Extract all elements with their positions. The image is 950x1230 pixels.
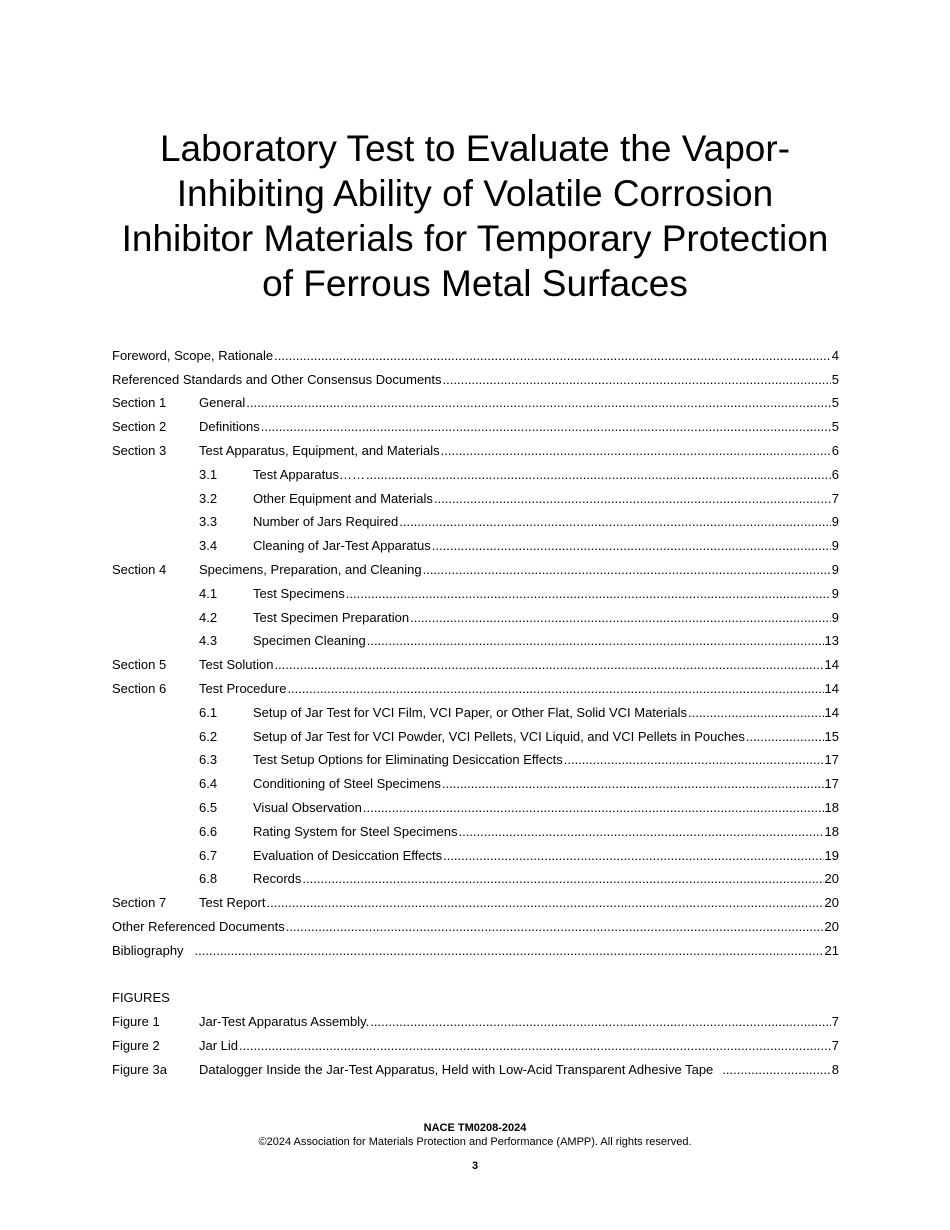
toc-page: 19 [824,847,839,863]
toc-leader [274,657,823,673]
toc-subsection-number: 3.1 [199,466,218,482]
toc-leader [441,443,831,459]
toc-entry-3-4[interactable] [112,530,839,554]
figure-page: 8 [831,1061,839,1077]
toc-page: 9 [831,538,839,554]
toc-subsection-number: 4.1 [199,585,218,601]
toc-label: Visual Observation [253,799,362,815]
toc-page: 14 [824,704,839,720]
document-title [100,126,850,306]
toc-subsection-number: 6.1 [199,704,218,720]
toc-leader [367,633,824,649]
toc-page: 20 [824,895,839,911]
toc-entry-section-7[interactable] [112,887,839,911]
toc-section-number: Section 7 [112,895,167,911]
toc-page: 4 [831,347,839,363]
toc-leader [722,1062,830,1078]
toc-leader [370,1014,830,1030]
toc-page: 13 [824,633,839,649]
toc-label: General [199,395,246,411]
toc-subsection-number: 6.5 [199,799,218,815]
toc-entry-3-3[interactable] [112,507,839,531]
toc-page: 18 [824,799,839,815]
toc-leader [746,729,824,745]
toc-leader [274,348,831,364]
toc-label: Setup of Jar Test for VCI Powder, VCI Pellets, VCI Liquid, and VCI Pellets in Pouches [253,728,745,744]
toc-label: Test Apparatus…… [253,466,365,482]
toc-entry-6-6[interactable] [112,816,839,840]
figure-label: Datalogger Inside the Jar-Test Apparatus, Held with Low-Acid Transparent Adhesive Tape [199,1061,714,1077]
copyright-notice: ©2024 Association for Materials Protection and Performance (AMPP). All rights reserved. [258,1136,692,1148]
figure-label: Jar Lid [199,1037,239,1053]
toc-leader [366,467,831,483]
toc-page: 9 [831,561,839,577]
toc-label: Other Referenced Documents [112,918,285,934]
toc-entry-4-2[interactable] [112,602,839,626]
toc-label: Test Procedure [199,680,287,696]
toc-page: 7 [831,490,839,506]
toc-label: Referenced Standards and Other Consensus Documents [112,371,442,387]
toc-label: Cleaning of Jar-Test Apparatus [253,538,431,554]
toc-subsection-number: 6.8 [199,871,218,887]
figure-label: Jar-Test Apparatus Assembly. [199,1014,370,1030]
toc-entry-4-1[interactable] [112,578,839,602]
toc-entry-section-6[interactable] [112,673,839,697]
toc-label: Test Specimen Preparation [253,609,410,625]
toc-subsection-number: 4.2 [199,609,218,625]
toc-leader [442,776,824,792]
toc-entry-section-1[interactable] [112,388,839,412]
toc-section-number: Section 6 [112,680,167,696]
toc-leader [432,538,831,554]
toc-label: Test Apparatus, Equipment, and Materials [199,442,440,458]
toc-entry-6-3[interactable] [112,745,839,769]
toc-section-number: Section 5 [112,657,167,673]
toc-label: Other Equipment and Materials [253,490,433,506]
title-line: Laboratory Test to Evaluate the Vapor- [159,128,791,169]
toc-section-number: Section 1 [112,395,167,411]
toc-subsection-number: 6.3 [199,752,218,768]
toc-label: Test Specimens [253,585,345,601]
toc-label: Specimens, Preparation, and Cleaning [199,561,422,577]
toc-page: 5 [831,371,839,387]
toc-subsection-number: 4.3 [199,633,218,649]
toc-leader [286,919,824,935]
toc-leader [423,562,831,578]
figure-page: 7 [831,1014,839,1030]
toc-leader [363,800,824,816]
toc-label: Bibliography [112,942,184,958]
title-line: Inhibiting Ability of Volatile Corrosion [176,173,774,214]
toc-entry-6-7[interactable] [112,840,839,864]
figure-entry-1[interactable] [112,1006,839,1030]
toc-section-number: Section 4 [112,561,167,577]
toc-entry-other-referenced[interactable] [112,911,839,935]
toc-entry-bibliography[interactable] [112,935,839,959]
toc-page: 5 [831,395,839,411]
page-number: 3 [471,1160,479,1172]
toc-label: Evaluation of Desiccation Effects [253,847,443,863]
standard-code: NACE TM0208-2024 [423,1122,527,1134]
toc-entry-section-2[interactable] [112,411,839,435]
toc-page: 9 [831,585,839,601]
table-of-contents [112,340,839,1078]
page-footer [0,1121,950,1173]
toc-entry-referenced-standards[interactable] [112,364,839,388]
figure-number: Figure 1 [112,1014,160,1030]
toc-label: Definitions [199,419,260,435]
toc-page: 14 [824,680,839,696]
toc-entry-section-4[interactable] [112,554,839,578]
toc-leader [434,491,831,507]
toc-entry-4-3[interactable] [112,626,839,650]
toc-leader [443,372,831,388]
toc-label: Conditioning of Steel Specimens [253,776,441,792]
toc-label: Test Report [199,895,266,911]
figures-heading: FIGURES [112,990,170,1006]
toc-section-number: Section 3 [112,442,167,458]
toc-page: 6 [831,442,839,458]
toc-entry-6-5[interactable] [112,792,839,816]
toc-leader [261,419,831,435]
toc-entry-section-5[interactable] [112,649,839,673]
toc-leader [239,1038,831,1054]
toc-page: 20 [824,918,839,934]
toc-leader [195,943,824,959]
toc-leader [443,848,823,864]
toc-entry-3-2[interactable] [112,483,839,507]
toc-subsection-number: 6.2 [199,728,218,744]
figure-number: Figure 2 [112,1037,160,1053]
toc-label: Rating System for Steel Specimens [253,823,458,839]
toc-leader [302,871,823,887]
toc-entry-foreword[interactable] [112,340,839,364]
toc-leader [287,681,823,697]
title-line: of Ferrous Metal Surfaces [262,263,688,304]
toc-leader [410,610,831,626]
toc-subsection-number: 3.4 [199,538,218,554]
toc-subsection-number: 6.6 [199,823,218,839]
toc-leader [688,705,824,721]
toc-leader [399,514,831,530]
toc-subsection-number: 6.7 [199,847,218,863]
toc-page: 15 [824,728,839,744]
toc-page: 14 [824,657,839,673]
figure-entry-2[interactable] [112,1030,839,1054]
figures-heading-row [112,983,839,1007]
toc-leader [564,752,824,768]
toc-page: 9 [831,514,839,530]
toc-page: 9 [831,609,839,625]
toc-leader [246,395,831,411]
figure-number: Figure 3a [112,1061,167,1077]
toc-page: 20 [824,871,839,887]
toc-subsection-number: 6.4 [199,776,218,792]
title-line: Inhibitor Materials for Temporary Protection [121,218,829,259]
toc-entry-6-4[interactable] [112,768,839,792]
figure-page: 7 [831,1037,839,1053]
toc-entry-6-8[interactable] [112,864,839,888]
toc-entry-3-1[interactable] [112,459,839,483]
toc-label: Specimen Cleaning [253,633,366,649]
toc-page: 18 [824,823,839,839]
toc-label: Number of Jars Required [253,514,399,530]
toc-section-number: Section 2 [112,419,167,435]
toc-entry-section-3[interactable] [112,435,839,459]
toc-page: 17 [824,752,839,768]
toc-page: 21 [824,942,839,958]
toc-label: Test Solution [199,657,274,673]
toc-label: Records [253,871,302,887]
toc-subsection-number: 3.3 [199,514,218,530]
toc-leader [458,824,823,840]
toc-label: Foreword, Scope, Rationale [112,347,274,363]
toc-entry-6-1[interactable] [112,697,839,721]
toc-page: 5 [831,419,839,435]
figure-entry-3a[interactable] [112,1054,839,1078]
toc-subsection-number: 3.2 [199,490,218,506]
toc-page: 6 [831,466,839,482]
toc-label: Test Setup Options for Eliminating Desiccation Effects [253,752,563,768]
toc-entry-6-2[interactable] [112,721,839,745]
toc-leader [346,586,831,602]
toc-page: 17 [824,776,839,792]
toc-label: Setup of Jar Test for VCI Film, VCI Paper, or Other Flat, Solid VCI Materials [253,704,687,720]
toc-leader [266,895,823,911]
